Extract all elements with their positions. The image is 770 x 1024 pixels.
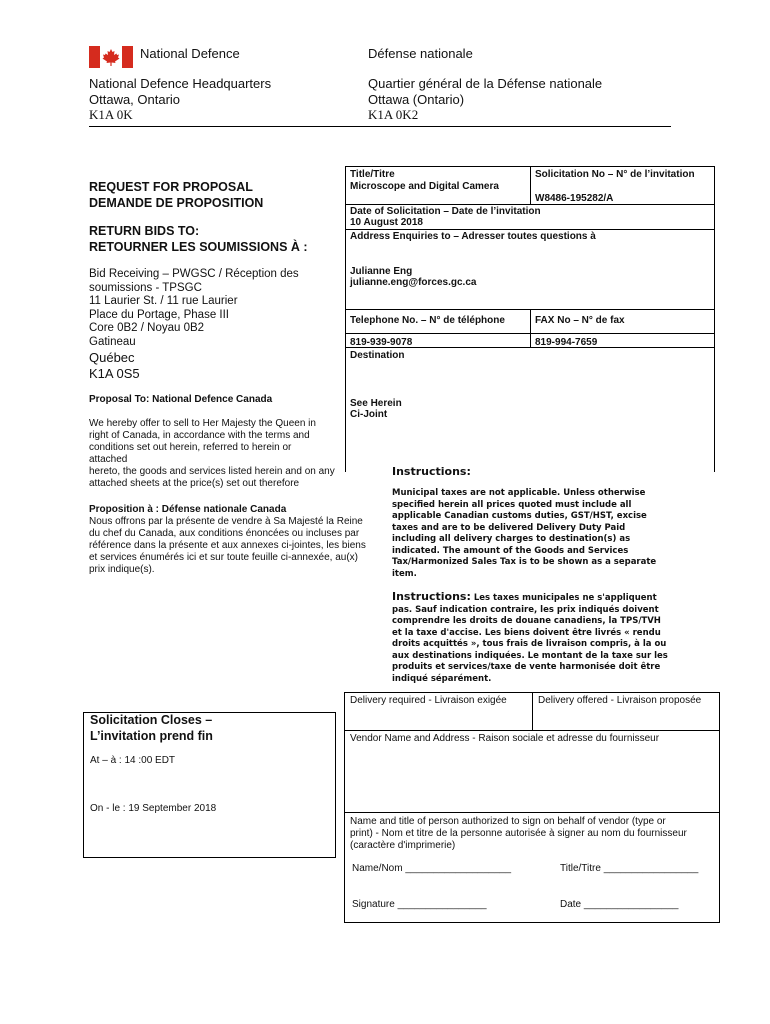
header-hq-fr: Quartier général de la Défense nationale (368, 76, 603, 91)
divider (530, 309, 531, 347)
contact-name: Julianne Eng (350, 266, 413, 277)
address-line: 11 Laurier St. / 11 rue Laurier (89, 295, 238, 308)
solicitation-value: W8486-195282/A (535, 193, 614, 204)
instructions-line: et la taxe d'accise. Les biens doivent être livrés « rendu (392, 627, 661, 638)
destination-value-fr: Ci-Joint (350, 409, 388, 420)
closing-title-fr: L’invitation prend fin (90, 729, 213, 743)
instructions-line: Les taxes municipales ne s'appliquent (473, 593, 657, 603)
phone-label: Telephone No. – N° de téléphone (350, 315, 505, 326)
instructions-line: item. (392, 568, 417, 579)
offer-fr-line: et services énumérés ici et sur toute feuille ci-annexée, au(x) (89, 552, 359, 563)
date-value: 10 August 2018 (350, 217, 423, 228)
bid-receiving-address (89, 268, 299, 382)
closing-title: Solicitation Closes – (90, 713, 213, 727)
instructions-heading-fr: Instructions: (392, 590, 471, 603)
address-line: Core 0B2 / Noyau 0B2 (89, 322, 205, 335)
header-divider (89, 126, 671, 127)
divider (345, 204, 715, 205)
instructions-line: applicable Canadian customs duties, GST/HST, excise (392, 511, 647, 521)
instructions-body-en (392, 488, 656, 580)
destination-value: See Herein (350, 398, 402, 409)
instructions-line: comprendre les droits de douane canadiens, la TPS/TVH (392, 616, 661, 626)
phone-value: 819-939-9078 (350, 337, 413, 348)
header-city-fr: Ottawa (Ontario) (368, 92, 465, 107)
instructions-line: droits acquittés », tous frais de livraison compris, à la ou (392, 639, 667, 649)
offer-line: We hereby offer to sell to Her Majesty the Queen in (89, 418, 316, 429)
address-line: Place du Portage, Phase III (89, 308, 230, 321)
divider (344, 812, 720, 813)
canada-flag-icon (89, 46, 133, 68)
vendor-name-address-label[interactable]: Vendor Name and Address - Raison sociale et adresse du fournisseur (350, 733, 660, 744)
header-hq-en: National Defence Headquarters (89, 76, 272, 91)
instructions-line: including all delivery charges to destination(s) as (392, 534, 631, 544)
title-field[interactable]: Title/Titre _________________ (560, 863, 699, 874)
authorized-line: Name and title of person authorized to sign on behalf of vendor (type or (350, 816, 666, 827)
proposition-to: Proposition à : Défense nationale Canada (89, 504, 287, 515)
instructions-line: Tax/Harmonized Sales Tax is to be shown as a separate (392, 557, 657, 567)
divider (345, 333, 715, 334)
offer-fr-line: prix indique(s). (89, 564, 155, 575)
signature-field[interactable]: Signature ________________ (352, 899, 487, 910)
header-name-fr: Défense nationale (368, 46, 473, 61)
closing-time: At – à : 14 :00 EDT (90, 755, 176, 766)
date-field[interactable]: Date _________________ (560, 899, 679, 910)
instructions-fr-first-line (392, 591, 668, 605)
instructions-line: aux destinations indiquées. Le montant de la taxe sur les (392, 650, 668, 661)
offer-line: right of Canada, in accordance with the terms and (89, 430, 310, 441)
title-value: Microscope and Digital Camera (350, 181, 499, 192)
instructions-line: Municipal taxes are not applicable. Unless otherwise (392, 488, 646, 498)
address-line: Gatineau (89, 335, 136, 348)
name-field[interactable]: Name/Nom ___________________ (352, 863, 512, 874)
offer-line: hereto, the goods and services listed herein and on any (89, 466, 335, 477)
divider (344, 730, 720, 731)
destination-label: Destination (350, 350, 405, 361)
solicitation-label: Solicitation No – N° de l’invitation (535, 169, 695, 180)
offer-line: conditions set out herein, referred to herein or (89, 442, 292, 453)
instructions-heading-en: Instructions: (392, 465, 471, 478)
instructions-line: indiqué séparément. (392, 673, 492, 684)
address-line: soumissions - TPSGC (89, 281, 202, 294)
contact-email[interactable]: julianne.eng@forces.gc.ca (350, 277, 477, 288)
divider (532, 692, 533, 730)
date-label: Date of Solicitation – Date de l’invitation (350, 206, 541, 217)
offer-fr-line: du chef du Canada, aux conditions énoncées ou incluses par (89, 528, 360, 539)
rfp-title: REQUEST FOR PROPOSAL (89, 180, 253, 194)
fax-value: 819-994-7659 (535, 337, 598, 348)
offer-fr-line: référence dans la présente et aux annexes ci-jointes, les biens (89, 540, 366, 551)
return-bids-title: RETURN BIDS TO: (89, 224, 200, 238)
fax-label: FAX No – N° de fax (535, 315, 625, 326)
offer-text-fr (89, 516, 366, 576)
delivery-offered-label[interactable]: Delivery offered - Livraison proposée (538, 695, 702, 706)
proposal-to: Proposal To: National Defence Canada (89, 394, 273, 405)
header-name-en: National Defence (140, 46, 240, 61)
address-line: Bid Receiving – PWGSC / Réception des (89, 268, 299, 280)
authorized-line: (caractère d'imprimerie) (350, 840, 456, 851)
instructions-line: produits et services/taxe de vente harmonisée doit être (392, 662, 661, 672)
instructions-body-fr (392, 591, 668, 685)
offer-fr-line: Nous offrons par la présente de vendre à Sa Majesté la Reine (89, 516, 363, 527)
enquiries-label: Address Enquiries to – Adresser toutes questions à (350, 231, 596, 242)
instructions-line: specified herein all prices quoted must include all (392, 499, 632, 510)
offer-line: attached sheets at the price(s) set out therefore (89, 478, 300, 489)
title-label: Title/Titre (350, 169, 395, 180)
authorized-person-label (350, 816, 687, 852)
header-city-en: Ottawa, Ontario (89, 92, 181, 107)
address-postal: K1A 0S5 (89, 365, 140, 381)
divider (530, 166, 531, 204)
instructions-line: taxes and are to be delivered Delivery Duty Paid (392, 522, 626, 533)
divider (345, 229, 715, 230)
instructions-line: pas. Sauf indication contraire, les prix indiqués doivent (392, 604, 659, 615)
offer-line: attached (89, 454, 128, 465)
authorized-line: print) - Nom et titre de la personne autorisée à signer au nom du fournisseur (350, 828, 687, 839)
rfp-title-fr: DEMANDE DE PROPOSITION (89, 196, 264, 210)
delivery-required-label[interactable]: Delivery required - Livraison exigée (350, 695, 507, 706)
header-postal-en: K1A 0K (89, 107, 133, 122)
header-postal-fr: K1A 0K2 (368, 107, 419, 122)
offer-text-en (89, 418, 335, 490)
closing-date: On - le : 19 September 2018 (90, 803, 217, 814)
address-province: Québec (89, 349, 135, 365)
instructions-line: indicated. The amount of the Goods and Services (392, 545, 629, 556)
return-bids-title-fr: RETOURNER LES SOUMISSIONS À : (89, 240, 308, 254)
